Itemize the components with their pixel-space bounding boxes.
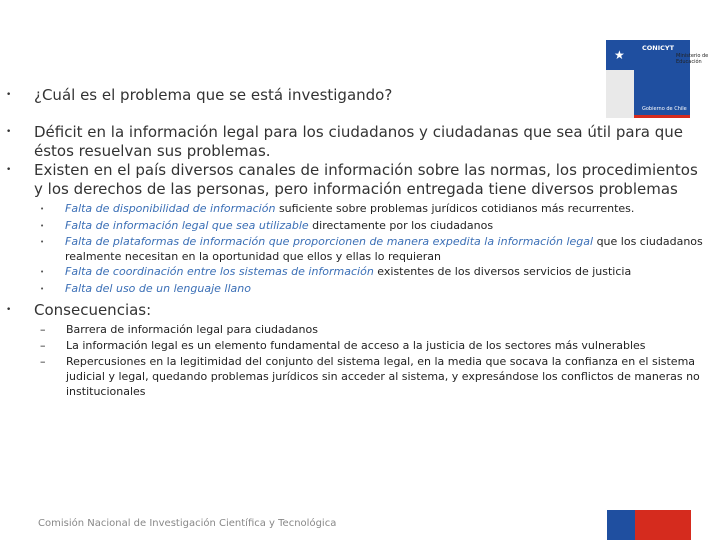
dash-icon: –: [40, 323, 46, 336]
problem-rest: existentes de los diversos servicios de justicia: [373, 265, 632, 278]
dash-icon: –: [40, 339, 46, 352]
list-item: [6, 338, 710, 354]
bullet-icon: •: [40, 221, 45, 230]
bullet-icon: •: [40, 268, 45, 276]
bullet-point1: [6, 123, 710, 161]
slide-content: [6, 86, 710, 399]
list-item: [6, 281, 710, 298]
bullet-icon: •: [40, 205, 45, 213]
problem-italic: Falta de coordinación entre los sistemas de información: [65, 265, 374, 278]
bullet-consequences: [6, 301, 710, 320]
list-item: [6, 322, 710, 338]
problems-list: [6, 201, 710, 297]
point2-text: Existen en el país diversos canales de información sobre las normas, los procedimientos y los derechos de las personas, pero información entregada tiene diversos problemas: [34, 161, 698, 198]
logo-name: CONICYT: [642, 44, 675, 52]
logo-government: Gobierno de Chile: [642, 106, 687, 112]
star-icon: ★: [614, 48, 625, 62]
consequence-text: Barrera de información legal para ciudadanos: [66, 323, 318, 336]
bullet-icon: •: [40, 284, 45, 293]
bullet-point2: [6, 161, 710, 199]
bullet-icon: •: [6, 127, 12, 137]
consequence-text: La información legal es un elemento fundamental de acceso a la justicia de los sectores más vulnerables: [66, 339, 646, 352]
list-item: [6, 218, 710, 235]
problem-rest: que los ciudadanos realmente necesitan en la oportunidad que ellos y ellas lo requieran: [65, 235, 703, 263]
consequences-list: [6, 322, 710, 399]
footer-flag: [607, 510, 691, 540]
list-item: [6, 354, 710, 399]
list-item: [6, 234, 710, 264]
problem-rest: suficiente sobre problemas jurídicos cotidianos más recurrentes.: [275, 202, 635, 215]
bullet-question: [6, 86, 710, 105]
list-item: [6, 264, 710, 281]
consequence-text: Repercusiones en la legitimidad del conjunto del sistema legal, en la media que socava la confianza en el sistema judicial y legal, quedando problemas jurídicos sin acceder al sistema, y expresándose los conflictos de maneras no institucionales: [66, 355, 700, 398]
bullet-icon: •: [40, 238, 45, 246]
question-text: ¿Cuál es el problema que se está investigando?: [34, 86, 393, 104]
bullet-icon: •: [6, 305, 12, 315]
logo-subtitle: Ministerio de Educación: [676, 53, 709, 65]
problem-italic: Falta del uso de un lenguaje llano: [65, 281, 251, 295]
problem-italic: Falta de disponibilidad de información: [65, 202, 276, 215]
bullet-icon: •: [6, 90, 12, 100]
dash-icon: –: [40, 355, 46, 368]
list-item: [6, 201, 710, 218]
consequences-label: Consecuencias:: [34, 301, 152, 319]
footer-text: Comisión Nacional de Investigación Científica y Tecnológica: [38, 518, 337, 529]
problem-rest: directamente por los ciudadanos: [308, 218, 494, 232]
problem-italic: Falta de información legal que sea utilizable: [65, 218, 309, 232]
bullet-icon: •: [6, 165, 12, 175]
point1-text: Déficit en la información legal para los ciudadanos y ciudadanas que sea útil para que éstos resuelvan sus problemas.: [34, 123, 683, 160]
problem-italic: Falta de plataformas de información que proporcionen de manera expedita la información legal: [65, 235, 594, 248]
